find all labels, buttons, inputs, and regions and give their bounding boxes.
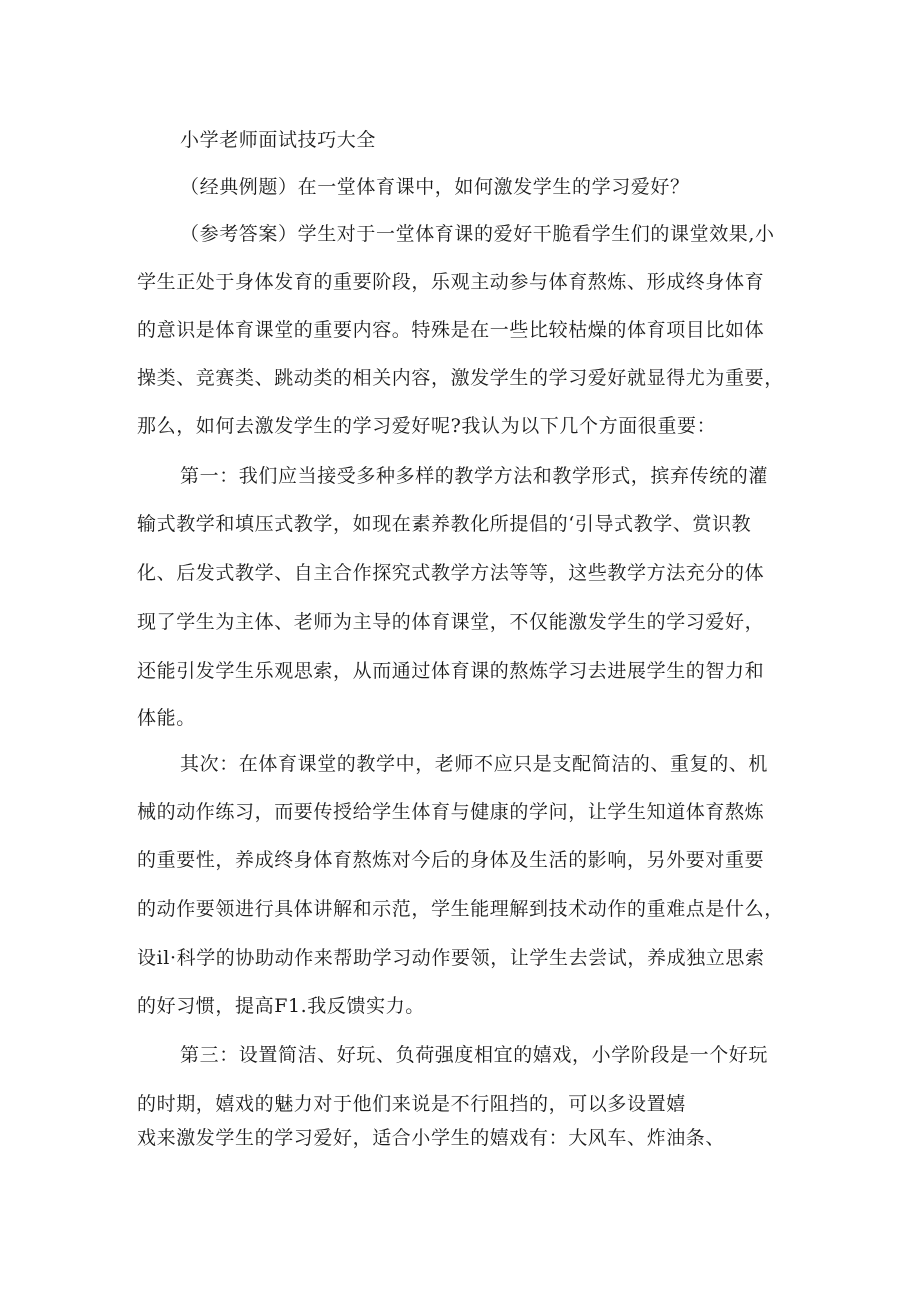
example-question: （经典例题）在一堂体育课中，如何激发学生的学习爱好？ [180, 176, 690, 198]
paragraph-line: （参考答案）学生对于一堂体育课的爱好干脆看学生们的课堂效果,小 [180, 223, 775, 245]
document-title: 小学老师面试技巧大全 [180, 129, 377, 151]
paragraph-line: 体能。 [137, 707, 196, 729]
paragraph-line: 那么，如何去激发学生的学习爱好呢?我认为以下几个方面很重要： [137, 415, 717, 437]
paragraph-line: 学生正处于身体发育的重要阶段，乐观主动参与体育熬炼、形成终身体育 [137, 271, 765, 293]
paragraph-line: 设il·科学的协助动作来帮助学习动作要领，让学生去尝试，养成独立思索 [137, 947, 765, 969]
paragraph-line: 现了学生为主体、老师为主导的体育课堂，不仅能激发学生的学习爱好， [137, 611, 765, 633]
paragraph-line: 的时期，嬉戏的魅力对于他们来说是不行阻挡的，可以多设置嬉 [137, 1093, 686, 1115]
paragraph-line: 的好习惯，提高F1.我反馈实力。 [137, 995, 425, 1017]
paragraph-line: 其次：在体育课堂的教学中，老师不应只是支配简洁的、重复的、机 [180, 753, 769, 775]
paragraph-line: 还能引发学生乐观思索，从而通过体育课的熬炼学习去进展学生的智力和 [137, 660, 765, 682]
paragraph-line: 第一：我们应当接受多种多样的教学方法和教学形式，摈弃传统的灌 [180, 465, 769, 487]
paragraph-line: 械的动作练习，而要传授给学生体育与健康的学问，让学生知道体育熬炼 [137, 801, 765, 823]
paragraph-line: 操类、竞赛类、跳动类的相关内容，激发学生的学习爱好就显得尤为重要， [137, 367, 784, 389]
paragraph-line: 第三：设置简洁、好玩、负荷强度相宜的嬉戏，小学阶段是一个好玩 [180, 1044, 769, 1066]
paragraph-line: 化、后发式教学、自主合作探究式教学方法等等，这些教学方法充分的体 [137, 562, 765, 584]
paragraph-line: 戏来激发学生的学习爱好，适合小学生的嬉戏有：大风车、炸油条、 [137, 1127, 726, 1149]
paragraph-line: 的意识是体育课堂的重要内容。特殊是在一些比较枯燥的体育项目比如体 [137, 319, 765, 341]
paragraph-line: 的动作要领进行具体讲解和示范，学生能理解到技术动作的重难点是什么， [137, 898, 784, 920]
paragraph-line: 的重要性，养成终身体育熬炼对今后的身体及生活的影响，另外要对重要 [137, 849, 765, 871]
paragraph-line: 输式教学和填压式教学，如现在素养教化所提倡的‘引导式教学、赏识教 [137, 513, 752, 535]
